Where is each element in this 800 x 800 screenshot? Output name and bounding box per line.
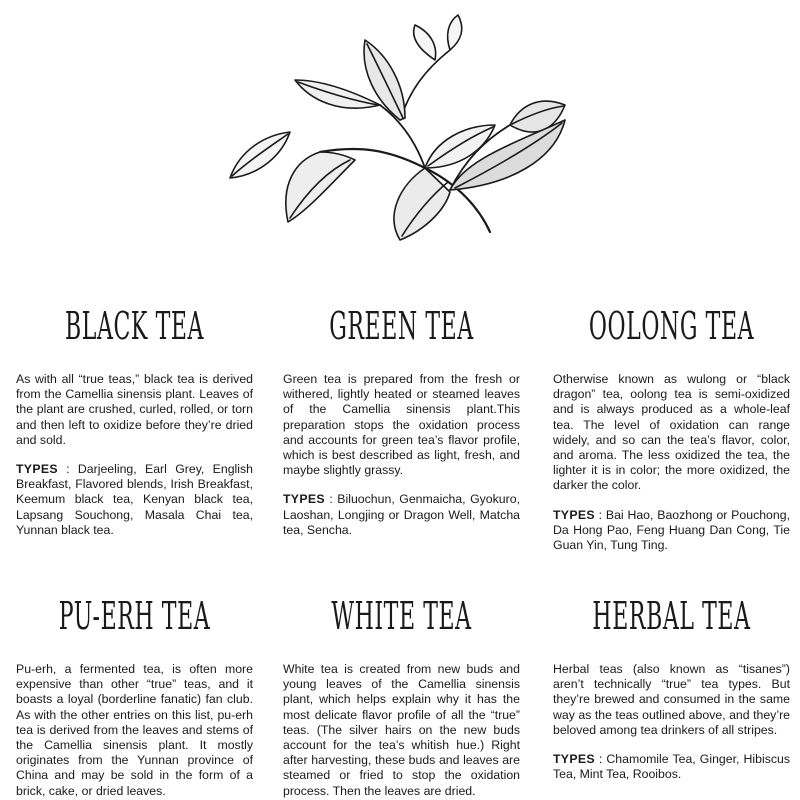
section-types <box>553 752 790 782</box>
section-description: Herbal teas (also known as “tisanes”) aren’t technically “true” tea types. But they’re brewed and consumed in the same way as the teas outlined above, and they’re beloved among tea drinkers of all stripes. <box>553 662 790 737</box>
section-green-tea <box>283 300 520 538</box>
section-title: PU-ERH TEA <box>58 594 211 638</box>
types-label: TYPES <box>16 462 58 477</box>
types-list: : Darjeeling, Earl Grey, English Breakfast, Flavored blends, Irish Breakfast, Keemum black tea, Kenyan black tea, Lapsang Souchong, Masala Chai tea, Yunnan black tea. <box>16 462 253 537</box>
section-pu-erh-tea <box>16 590 253 799</box>
section-title: BLACK TEA <box>64 304 205 348</box>
types-list: : Bai Hao, Baozhong or Pouchong, Da Hong Pao, Feng Huang Dan Cong, Tie Guan Yin, Tung Ting. <box>553 507 790 553</box>
section-types <box>283 492 520 538</box>
types-label: TYPES <box>553 507 595 522</box>
section-herbal-tea <box>553 590 790 782</box>
section-title: GREEN TEA <box>329 304 474 348</box>
section-title: OOLONG TEA <box>588 304 755 348</box>
types-label: TYPES <box>283 492 325 507</box>
tea-leaves-branch-icon <box>210 10 590 250</box>
section-types <box>553 508 790 554</box>
section-description: Pu-erh, a fermented tea, is often more expensive than other “true” teas, and it boasts a loyal (borderline fanatic) fan club. As with the other entries on this list, pu-erh tea is derived from the leaves and stems of the Camellia sinensis plant. It mostly originates from the Yunnan province of China and may be sold in the form of a brick, cake, or dried leaves. <box>16 662 253 798</box>
types-list: : Biluochun, Genmaicha, Gyokuro, Laoshan, Longjing or Dragon Well, Matcha tea, Sencha. <box>283 492 520 537</box>
section-title: HERBAL TEA <box>592 594 751 638</box>
section-oolong-tea <box>553 300 790 553</box>
section-description: White tea is created from new buds and young leaves of the Camellia sinensis plant, which helps explain why it has the most delicate flavor profile of all the “true” teas. (The silver hairs on the new buds account for the tea’s whitish hue.) Right after harvesting, these buds and leaves are steamed or fried to stop the oxidation process. Then the leaves are dried. <box>283 662 520 798</box>
types-label: TYPES <box>553 752 595 767</box>
section-description: Green tea is prepared from the fresh or withered, lightly heated or steamed leaves of the Camellia sinensis plant.This preparation stops the oxidation process and accounts for green tea’s flavor profile, which is best described as light, fresh, and maybe slightly grassy. <box>283 372 520 478</box>
types-list: : Chamomile Tea, Ginger, Hibiscus Tea, Mint Tea, Rooibos. <box>553 752 791 782</box>
section-title: WHITE TEA <box>331 594 472 638</box>
section-description: As with all “true teas,” black tea is derived from the Camellia sinensis plant. Leaves of the plant are crushed, curled, rolled, or torn and then left to oxidize before they’re dried and sold. <box>16 372 253 447</box>
section-black-tea <box>16 300 253 538</box>
section-types <box>16 462 253 538</box>
section-white-tea <box>283 590 520 799</box>
section-description: Otherwise known as wulong or “black dragon” tea, oolong tea is semi-oxidized and is always produced as a whole-leaf tea. The level of oxidation can range widely, and so can the tea’s flavor, color, and aroma. The less oxidized the tea, the lighter it is in color; the more oxidized, the darker the color. <box>553 372 790 493</box>
